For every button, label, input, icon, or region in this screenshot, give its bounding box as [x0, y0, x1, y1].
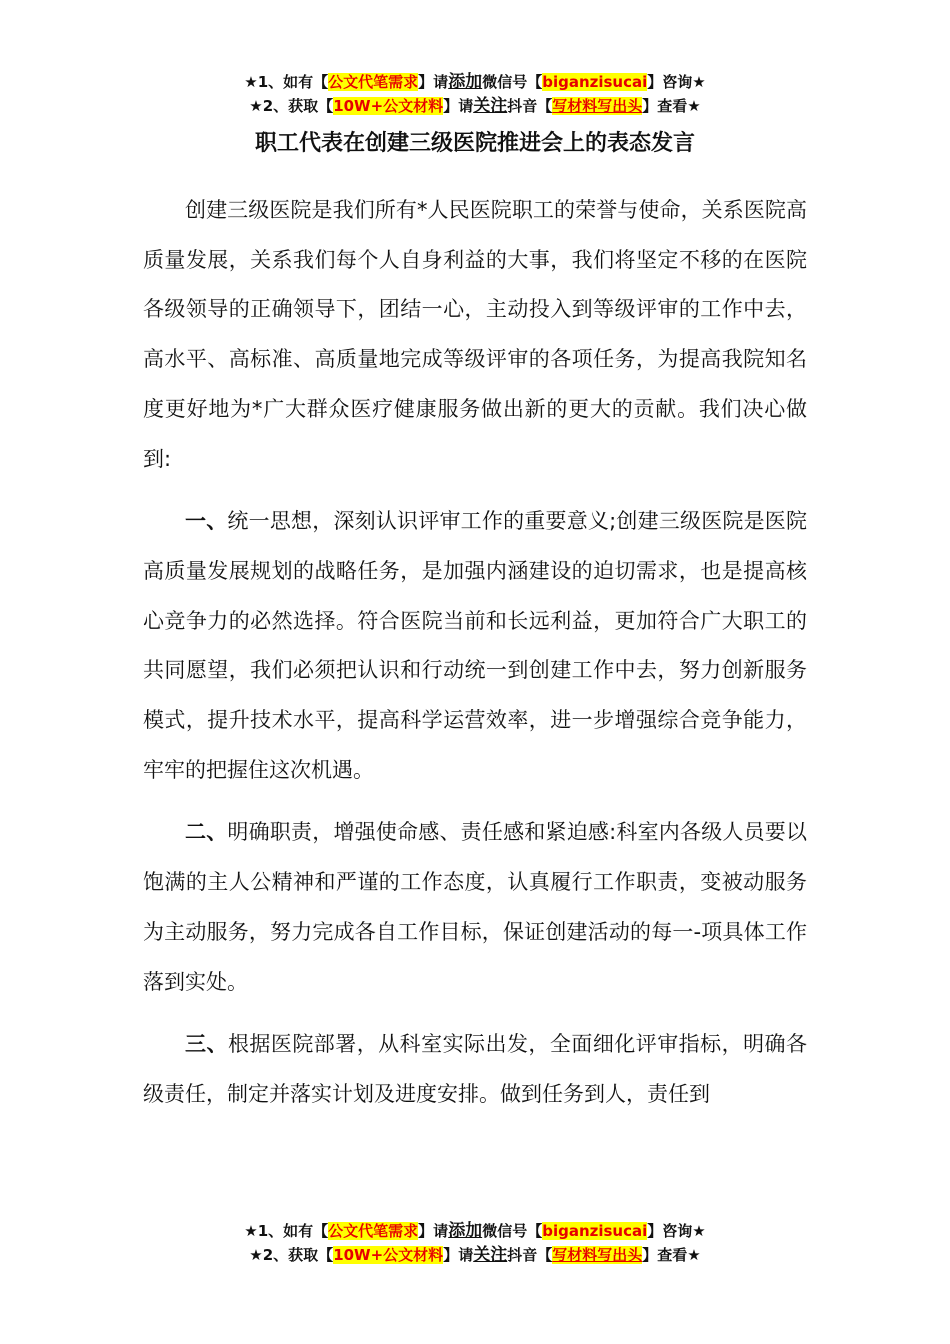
promo-wechat-id: biganzisucai — [542, 1222, 648, 1240]
section-number: 一、 — [185, 509, 228, 534]
promo-emphasis: 关注 — [473, 1245, 508, 1265]
promo-text: ★2、获取【 — [249, 97, 334, 115]
promo-emphasis: 添加 — [448, 1221, 483, 1241]
promo-line-1 — [0, 70, 950, 94]
intro-paragraph: 创建三级医院是我们所有*人民医院职工的荣誉与使命，关系医院高质量发展，关系我们每个人自身利益的大事，我们将坚定不移的在医院各级领导的正确领导下，团结一心，主动投入到等级评审的工作中去，高水平、高标准、高质量地完成等级评审的各项任务，为提高我院知名度更好地为*广大群众医疗健康服务做出新的更大的贡献。我们决心做到: — [143, 198, 807, 471]
promo-wechat-id: biganzisucai — [542, 73, 648, 91]
section-paragraph-1 — [143, 497, 807, 795]
section-number: 三、 — [185, 1032, 228, 1057]
promo-text: 】查看★ — [642, 97, 701, 115]
promo-highlight: 公文代笔需求 — [328, 73, 419, 91]
promo-footer — [0, 1219, 950, 1267]
section-paragraph-2 — [143, 808, 807, 1007]
promo-highlight: 公文代笔需求 — [328, 1222, 419, 1240]
section-text: 根据医院部署，从科室实际出发，全面细化评审指标，明确各级责任，制定并落实计划及进度安排。做到任务到人，责任到 — [143, 1032, 808, 1106]
promo-text: 】请 — [443, 1246, 474, 1264]
promo-text: 微信号【 — [482, 1222, 543, 1240]
promo-line-2 — [0, 94, 950, 118]
promo-highlight: 10W+公文材料 — [333, 1246, 444, 1264]
document-title: 职工代表在创建三级医院推进会上的表态发言 — [254, 131, 695, 156]
promo-text: ★1、如有【 — [244, 1222, 329, 1240]
promo-text: 】咨询★ — [647, 1222, 706, 1240]
promo-text: 】咨询★ — [647, 73, 706, 91]
section-number: 二、 — [185, 820, 228, 845]
promo-line-1 — [0, 1219, 950, 1243]
promo-text: ★1、如有【 — [244, 73, 329, 91]
promo-text: 微信号【 — [482, 73, 543, 91]
section-paragraph-3 — [143, 1020, 807, 1119]
promo-text: ★2、获取【 — [249, 1246, 334, 1264]
promo-text: 】请 — [443, 97, 474, 115]
promo-emphasis: 关注 — [473, 96, 508, 116]
document-body — [143, 186, 807, 1133]
promo-highlight: 10W+公文材料 — [333, 97, 444, 115]
promo-header — [0, 70, 950, 118]
promo-text: 】查看★ — [642, 1246, 701, 1264]
promo-line-2 — [0, 1243, 950, 1267]
promo-douyin-id: 写材料写出头 — [552, 97, 643, 115]
promo-douyin-id: 写材料写出头 — [552, 1246, 643, 1264]
promo-emphasis: 添加 — [448, 72, 483, 92]
promo-text: 抖音【 — [507, 1246, 553, 1264]
promo-text: 】请 — [418, 73, 449, 91]
section-text: 明确职责，增强使命感、责任感和紧迫感:科室内各级人员要以饱满的主人公精神和严谨的工作态度，认真履行工作职责，变被动服务为主动服务，努力完成各自工作目标，保证创建活动的每一-项具体工作落到实处。 — [143, 820, 808, 994]
section-text: 统一思想，深刻认识评审工作的重要意义;创建三级医院是医院高质量发展规划的战略任务，是加强内涵建设的迫切需求，也是提高核心竞争力的必然选择。符合医院当前和长远利益，更加符合广大职工的共同愿望，我们必须把认识和行动统一到创建工作中去，努力创新服务模式，提升技术水平，提高科学运营效率，进一步增强综合竞争能力，牢牢的把握住这次机遇。 — [143, 509, 808, 782]
promo-text: 抖音【 — [507, 97, 553, 115]
promo-text: 】请 — [418, 1222, 449, 1240]
